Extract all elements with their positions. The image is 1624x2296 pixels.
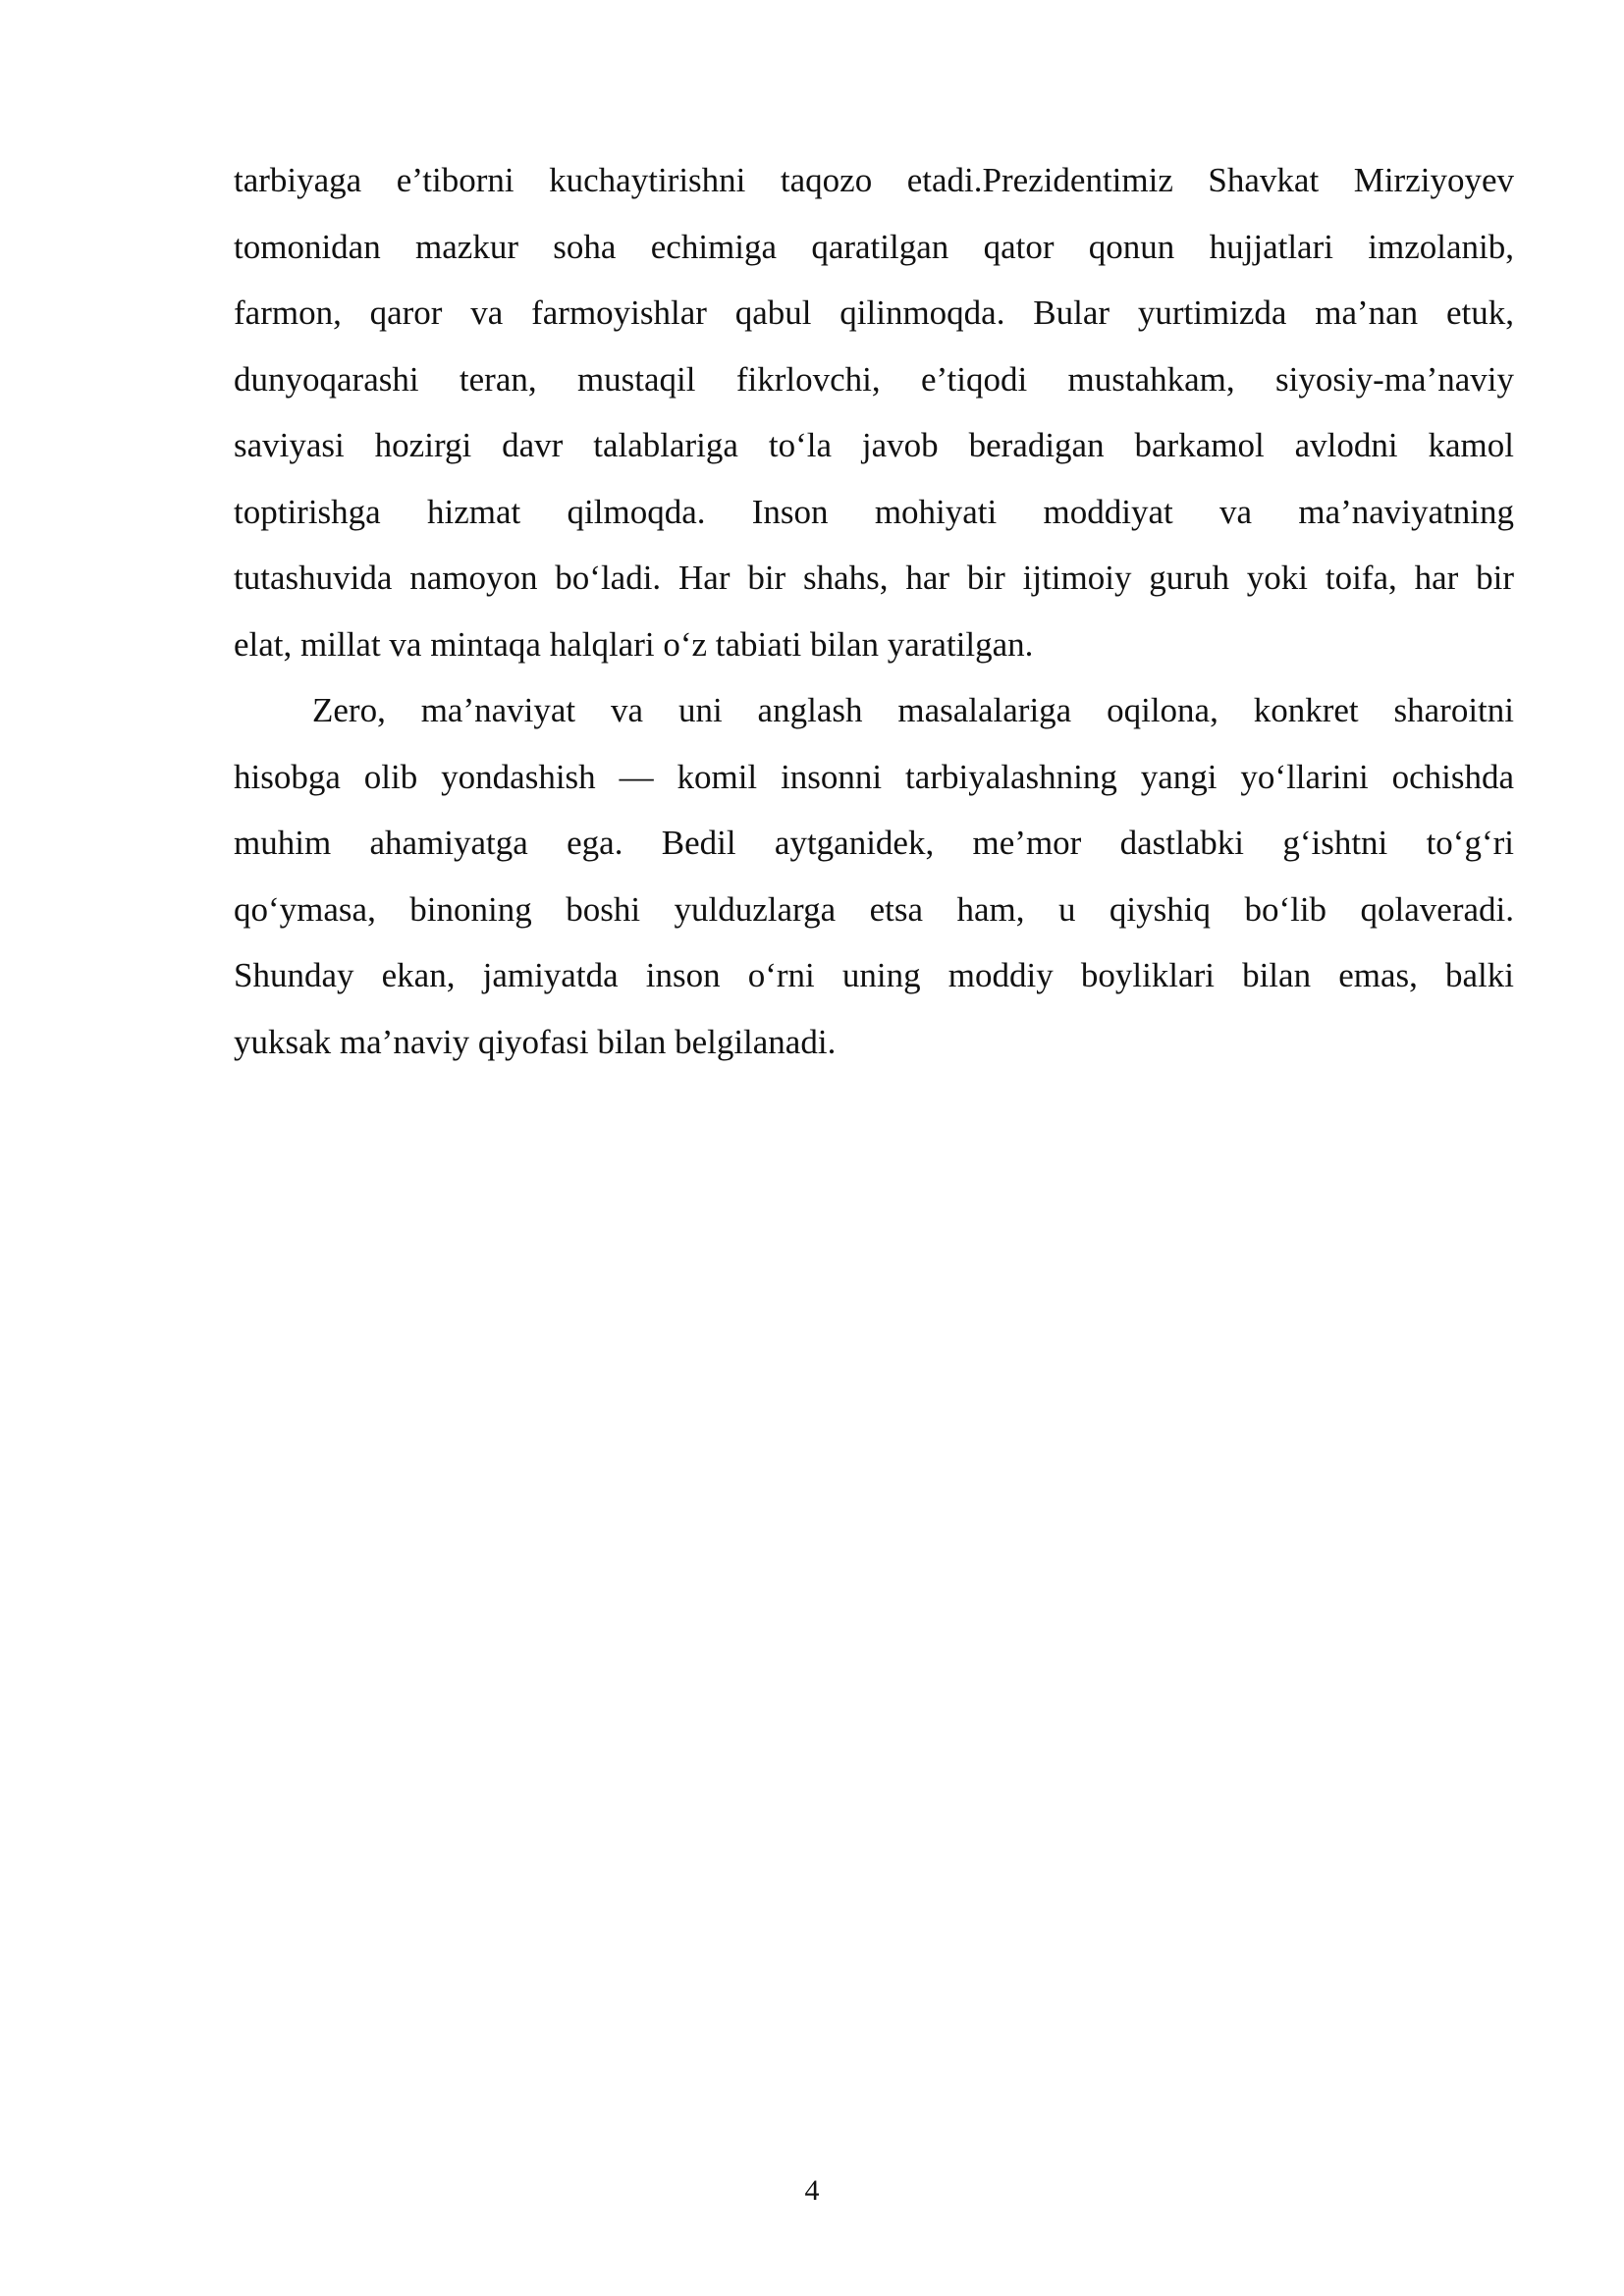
text-line: saviyasi hozirgi davr talablariga to‘la javob beradigan barkamol avlodni kamol xyxy=(234,426,1514,464)
text-line: dunyoqarashi teran, mustaqil fikrlovchi, e’tiqodi mustahkam, siyosiy-ma’naviy xyxy=(234,359,1514,399)
text-line: tarbiyaga e’tiborni kuchaytirishni taqozo etadi.Prezidentimiz Shavkat Mirziyoyev xyxy=(234,161,1514,199)
text-line: toptirishga hizmat qilmoqda. Inson mohiyati moddiyat va ma’naviyatning xyxy=(234,492,1514,531)
text-line: qo‘ymasa, binoning boshi yulduzlarga etsa ham, u qiyshiq bo‘lib qolaveradi. xyxy=(234,889,1514,929)
paragraph-1 xyxy=(234,147,1514,677)
text-line: tomonidan mazkur soha echimiga qaratilgan qator qonun hujjatlari imzolanib, xyxy=(234,227,1514,266)
text-line: Zero, ma’naviyat va uni anglash masalalariga oqilona, konkret sharoitni xyxy=(312,691,1514,729)
page-number: 4 xyxy=(804,2174,820,2207)
paragraph-2 xyxy=(234,677,1514,1075)
text-line: yuksak ma’naviy qiyofasi bilan belgilanadi. xyxy=(234,1022,837,1061)
body-text xyxy=(234,147,1514,1075)
text-line: elat, millat va mintaqa halqlari o‘z tabiati bilan yaratilgan. xyxy=(234,624,1034,664)
text-line: hisobga olib yondashish — komil insonni tarbiyalashning yangi yo‘llarini ochishda xyxy=(234,757,1514,796)
text-line: muhim ahamiyatga ega. Bedil aytganidek, me’mor dastlabki g‘ishtni to‘g‘ri xyxy=(234,824,1514,862)
text-line: Shunday ekan, jamiyatda inson o‘rni uning moddiy boyliklari bilan emas, balki xyxy=(234,956,1514,994)
text-line: farmon, qaror va farmoyishlar qabul qilinmoqda. Bular yurtimizda ma’nan etuk, xyxy=(234,294,1514,332)
text-line: tutashuvida namoyon bo‘ladi. Har bir shahs, har bir ijtimoiy guruh yoki toifa, har bir xyxy=(234,559,1514,597)
